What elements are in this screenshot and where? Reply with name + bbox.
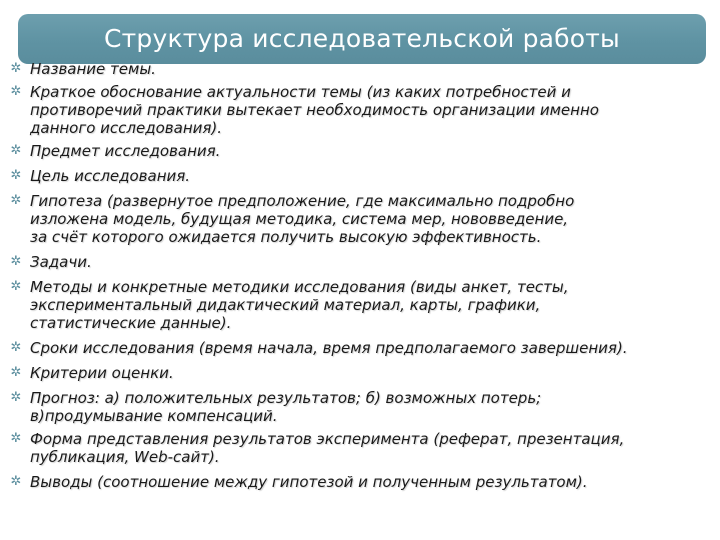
item-text: Выводы (соотношение между гипотезой и полученным результатом). (30, 473, 588, 491)
item-text: противоречий практики вытекает необходимость организации именно (30, 101, 599, 119)
list-item (6, 430, 710, 466)
item-text: Сроки исследования (время начала, время предполагаемого завершения). (30, 339, 628, 357)
asterisk-icon: ✲ (10, 474, 22, 489)
list-item (6, 60, 710, 78)
asterisk-icon: ✲ (10, 365, 22, 380)
item-text: публикация, Web-сайт). (30, 448, 220, 466)
asterisk-icon: ✲ (10, 390, 22, 405)
item-text: изложена модель, будущая методика, система мер, нововведение, (30, 210, 569, 228)
item-text: экспериментальный дидактический материал, карты, графики, (30, 296, 541, 314)
asterisk-icon: ✲ (10, 279, 22, 294)
list-item (6, 167, 710, 185)
list-item (6, 278, 710, 332)
item-text: за счёт которого ожидается получить высокую эффективность. (30, 228, 542, 246)
list-item (6, 142, 710, 160)
item-text: Цель исследования. (30, 167, 191, 185)
list-item (6, 364, 710, 382)
item-text: Предмет исследования. (30, 142, 221, 160)
asterisk-icon: ✲ (10, 431, 22, 446)
item-text: статистические данные). (30, 314, 232, 332)
title-bar (18, 14, 706, 64)
item-text: Краткое обоснование актуальности темы (из каких потребностей и (30, 83, 571, 101)
item-text: Прогноз: а) положительных результатов; б) возможных потерь; (30, 389, 542, 407)
asterisk-icon: ✲ (10, 61, 22, 76)
list-item (6, 253, 710, 271)
item-text: Гипотеза (развернутое предположение, где максимально подробно (30, 192, 575, 210)
item-text: Критерии оценки. (30, 364, 174, 382)
asterisk-icon: ✲ (10, 254, 22, 269)
item-text: Название темы. (30, 60, 156, 78)
list-item (6, 192, 710, 246)
item-text: Задачи. (30, 253, 92, 271)
item-text: Форма представления результатов эксперимента (реферат, презентация, (30, 430, 625, 448)
item-text: Методы и конкретные методики исследования (виды анкет, тесты, (30, 278, 569, 296)
list-item (6, 339, 710, 357)
asterisk-icon: ✲ (10, 84, 22, 99)
asterisk-icon: ✲ (10, 193, 22, 208)
asterisk-icon: ✲ (10, 143, 22, 158)
asterisk-icon: ✲ (10, 340, 22, 355)
asterisk-icon: ✲ (10, 168, 22, 183)
item-text: в)продумывание компенсаций. (30, 407, 278, 425)
slide-title: Структура исследовательской работы (103, 24, 620, 53)
list-item (6, 473, 710, 491)
bullet-list (6, 60, 710, 491)
list-item (6, 389, 710, 425)
item-text: данного исследования). (30, 119, 223, 137)
list-item (6, 83, 710, 137)
